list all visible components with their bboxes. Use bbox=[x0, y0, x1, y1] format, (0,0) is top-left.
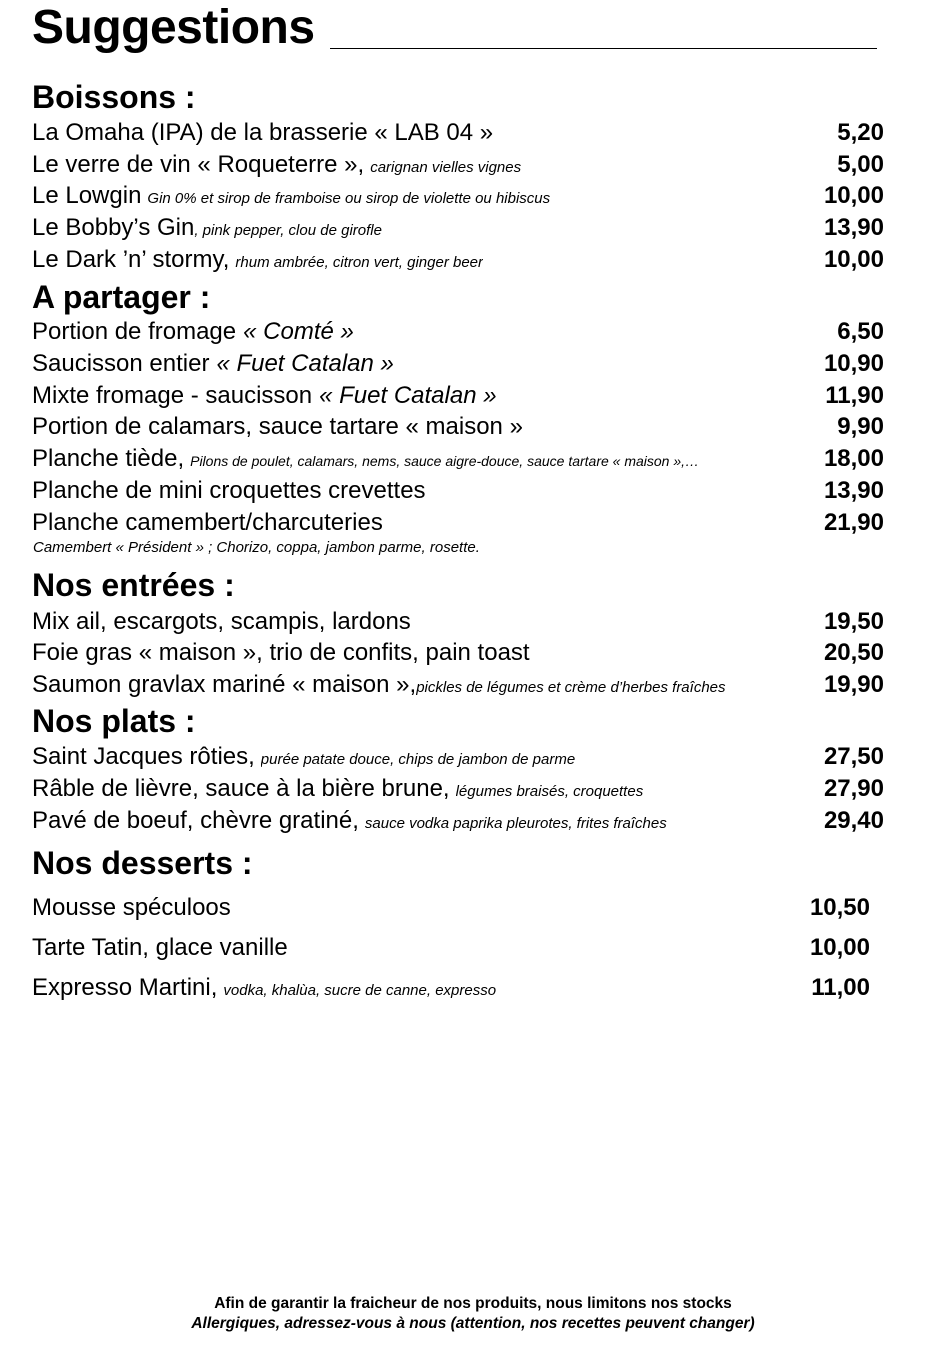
item-price: 27,50 bbox=[823, 743, 884, 770]
item-name-italic: « Fuet Catalan » bbox=[319, 382, 497, 409]
section-title-boissons: Boissons : bbox=[32, 79, 196, 115]
item-description: pickles de légumes et crème d’herbes fraîches bbox=[416, 679, 726, 696]
item-name: Mixte fromage - saucisson bbox=[32, 382, 313, 409]
item-description: sauce vodka paprika pleurotes, frites fraîches bbox=[364, 815, 667, 832]
item-name-italic: « Fuet Catalan » bbox=[216, 350, 394, 377]
item-name: Expresso Martini, bbox=[32, 974, 218, 1001]
menu-item bbox=[32, 476, 884, 506]
item-description: légumes braisés, croquettes bbox=[455, 783, 644, 800]
item-price: 29,40 bbox=[823, 807, 884, 834]
item-description: , pink pepper, clou de girofle bbox=[194, 222, 382, 239]
item-price: 5,00 bbox=[837, 151, 884, 178]
item-price: 11,00 bbox=[811, 974, 870, 1001]
menu-item bbox=[32, 118, 884, 148]
item-price: 10,90 bbox=[823, 350, 884, 377]
item-price: 5,20 bbox=[837, 119, 884, 146]
item-name: Le Dark ’n’ stormy, bbox=[32, 246, 230, 273]
item-name: Saint Jacques rôties, bbox=[32, 743, 255, 770]
item-name: Planche camembert/charcuteries bbox=[32, 509, 383, 536]
item-price: 11,90 bbox=[825, 382, 884, 409]
item-name: Portion de fromage bbox=[32, 318, 237, 345]
section-title-desserts: Nos desserts : bbox=[32, 845, 253, 881]
menu-item bbox=[32, 774, 884, 804]
title-underline bbox=[330, 48, 877, 49]
item-name: Tarte Tatin, glace vanille bbox=[32, 934, 288, 961]
item-description: rhum ambrée, citron vert, ginger beer bbox=[235, 254, 484, 271]
menu-item bbox=[32, 973, 870, 1003]
item-name: Pavé de boeuf, chèvre gratiné, bbox=[32, 807, 359, 834]
item-price: 21,90 bbox=[823, 509, 884, 536]
item-description: Pilons de poulet, calamars, nems, sauce aigre-douce, sauce tartare « maison »,… bbox=[190, 453, 700, 469]
item-price: 10,00 bbox=[823, 246, 884, 273]
item-name: Mix ail, escargots, scampis, lardons bbox=[32, 608, 411, 635]
menu-item bbox=[32, 349, 884, 379]
item-price: 20,50 bbox=[823, 639, 884, 666]
item-price: 18,00 bbox=[823, 445, 884, 472]
item-name: Le Bobby’s Gin bbox=[32, 214, 195, 241]
item-price: 10,00 bbox=[823, 182, 884, 209]
item-description: Gin 0% et sirop de framboise ou sirop de violette ou hibiscus bbox=[147, 190, 551, 207]
item-price: 9,90 bbox=[837, 413, 884, 440]
item-price: 13,90 bbox=[823, 477, 884, 504]
item-sub-description: Camembert « Président » ; Chorizo, coppa, jambon parme, rosette. bbox=[33, 539, 480, 556]
item-name: La Omaha (IPA) de la brasserie « LAB 04 » bbox=[32, 119, 494, 146]
menu-item bbox=[32, 638, 884, 668]
item-name: Le verre de vin « Roqueterre », bbox=[32, 151, 365, 178]
menu-item bbox=[32, 508, 884, 538]
item-name: Râble de lièvre, sauce à la bière brune, bbox=[32, 775, 450, 802]
menu-item bbox=[32, 444, 884, 474]
item-name: Foie gras « maison », trio de confits, pain toast bbox=[32, 639, 530, 666]
menu-item bbox=[32, 150, 884, 180]
item-name: Portion de calamars, sauce tartare « maison » bbox=[32, 413, 523, 440]
section-title-entrees: Nos entrées : bbox=[32, 567, 235, 603]
menu-item bbox=[32, 181, 884, 211]
page-title: Suggestions bbox=[32, 1, 315, 54]
item-price: 10,50 bbox=[809, 894, 870, 921]
item-price: 13,90 bbox=[823, 214, 884, 241]
item-price: 19,50 bbox=[823, 608, 884, 635]
menu-item bbox=[32, 893, 870, 923]
menu-item bbox=[32, 381, 884, 411]
item-description: carignan vielles vignes bbox=[370, 159, 522, 176]
menu-item bbox=[32, 412, 884, 442]
item-price: 6,50 bbox=[837, 318, 884, 345]
item-name: Saucisson entier bbox=[32, 350, 210, 377]
menu-item bbox=[32, 742, 884, 772]
item-name: Saumon gravlax mariné « maison », bbox=[32, 671, 417, 698]
item-name: Planche de mini croquettes crevettes bbox=[32, 477, 426, 504]
footer-allergy-notice: Allergiques, adressez-vous à nous (attention, nos recettes peuvent changer) bbox=[191, 1315, 755, 1332]
menu-item bbox=[32, 670, 884, 700]
menu-item bbox=[32, 317, 884, 347]
section-title-partager: A partager : bbox=[32, 279, 211, 315]
item-description: vodka, khalùa, sucre de canne, expresso bbox=[223, 982, 497, 999]
item-price: 27,90 bbox=[823, 775, 884, 802]
item-price: 10,00 bbox=[809, 934, 870, 961]
item-name: Le Lowgin bbox=[32, 182, 142, 209]
menu-item bbox=[32, 213, 884, 243]
menu-item bbox=[32, 245, 884, 275]
menu-item bbox=[32, 933, 870, 963]
menu-item bbox=[32, 806, 884, 836]
menu-item bbox=[32, 607, 884, 637]
item-description: purée patate douce, chips de jambon de parme bbox=[260, 751, 576, 768]
item-price: 19,90 bbox=[823, 671, 884, 698]
footer-stock-notice: Afin de garantir la fraicheur de nos produits, nous limitons nos stocks bbox=[214, 1295, 732, 1312]
item-name: Mousse spéculoos bbox=[32, 894, 231, 921]
section-title-plats: Nos plats : bbox=[32, 703, 196, 739]
item-name-italic: « Comté » bbox=[243, 318, 354, 345]
item-name: Planche tiède, bbox=[32, 445, 185, 472]
